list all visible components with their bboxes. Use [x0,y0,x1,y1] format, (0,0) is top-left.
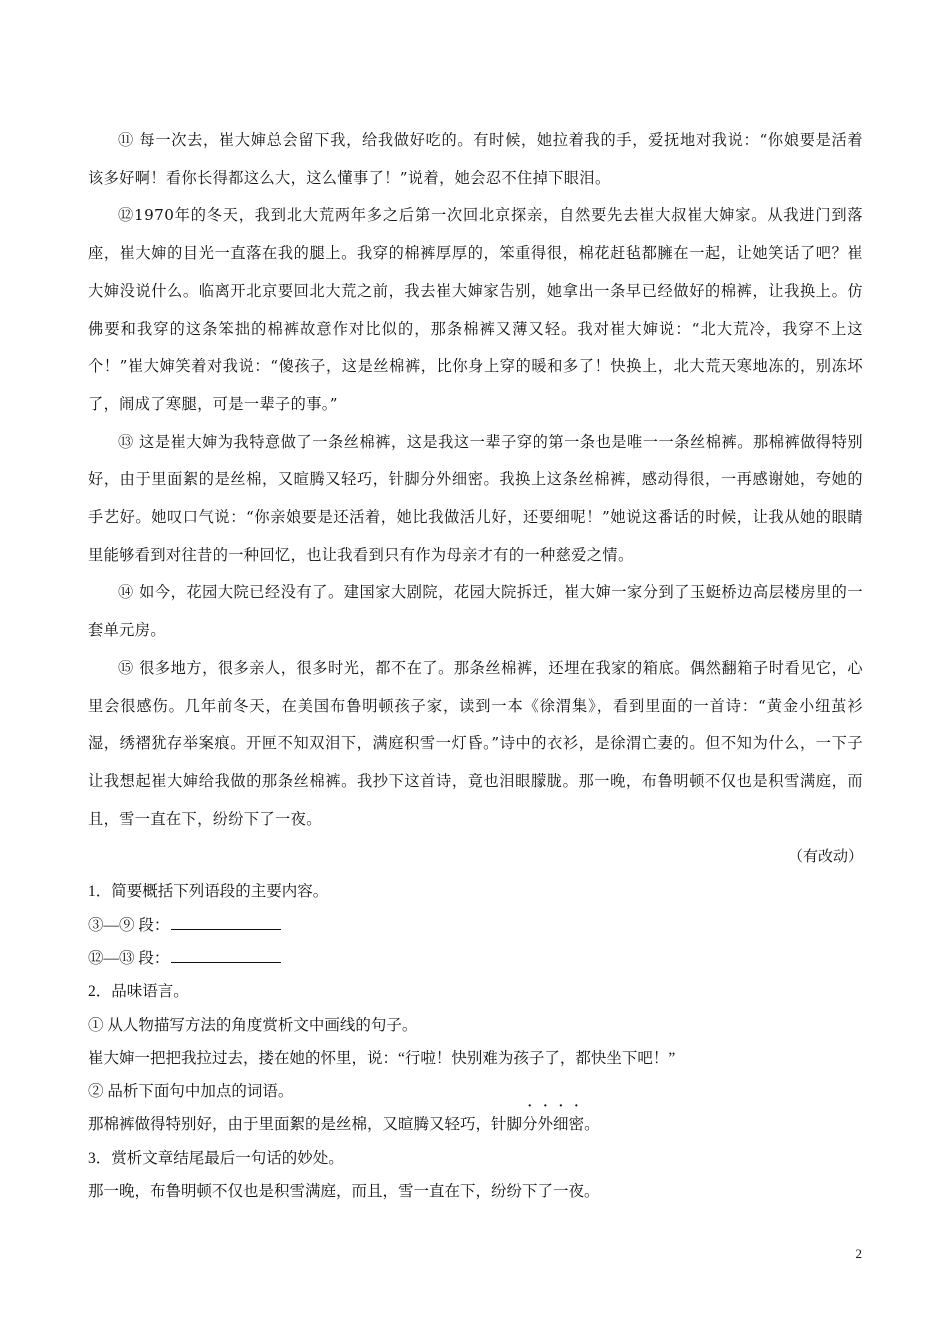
question-1-part-b [88,942,863,975]
question-1-title: 1．简要概括下列语段的主要内容。 [88,883,329,901]
question-3-sentence: 那一晚，布鲁明顿不仅也是积雪满庭，而且，雪一直在下，纷纷下了一夜。 [88,1183,600,1201]
question-2-sub-2: ② 品析下面句中加点的词语。 [88,1083,294,1101]
answer-blank-a[interactable] [171,915,281,930]
dotted-char: 外 [537,1116,554,1134]
question-2-sentence-2 [88,1108,863,1141]
question-2-sub-1: ① 从人物描写方法的角度赏析文中画线的句子。 [88,1016,418,1034]
dotted-char: 细 [553,1116,569,1134]
paragraph-15: ⑮ 很多地方，很多亲人，很多时光，都不在了。那条丝棉裤，还埋在我家的箱底。偶然翻箱子时看见它，心里会很感伤。几年前冬天，在美国布鲁明顿孩子家，读到一本《徐渭集》，看到里面的一首诗：“黄金小纽茧衫湿，绣褶犹存举案痕。开匣不知双泪下，满庭积雪一灯昏。”诗中的衣衫，是徐渭亡妻的。但不知为什么，一下子让我想起崔大婶给我做的那条丝棉裤。我抄下这首诗，竟也泪眼朦胧。那一晚，布鲁明顿不仅也是积雪满庭，而且，雪一直在下，纷纷下了一夜。 [88,658,863,828]
question-1-part-a [88,909,863,942]
paragraph-12: ⑫1970年的冬天，我到北大荒两年多之后第一次回北京探亲，自然要先去崔大叔崔大婶家。从我进门到落座，崔大婶的目光一直落在我的腿上。我穿的棉裤厚厚的，笨重得很，棉花赶毡都臃在一起，让她笑话了吧？崔大婶没说什么。临离开北京要回北大荒之前，我去崔大婶家告别，她拿出一条早已经做好的棉裤，让我换上。仿佛要和我穿的这条笨拙的棉裤故意作对比似的，那条棉裤又薄又轻。我对崔大婶说：“北大荒冷，我穿不上这个！”崔大婶笑着对我说：“傻孩子，这是丝棉裤，比你身上穿的暖和多了！快换上，北大荒天寒地冻的，别冻坏了，闹成了寒腿，可是一辈子的事。” [88,206,863,413]
source-note: （有改动） [787,847,863,866]
sentence-2-before: 那棉裤做得特别好，由于里面絮的是丝棉，又暄腾又轻巧，针脚 [88,1116,523,1134]
paragraph-14: ⑭ 如今，花园大院已经没有了。建国家大剧院，花园大院拆迁，崔大婶一家分到了玉蜓桥边高层楼房里的一套单元房。 [88,583,863,640]
question-2-title: 2．品味语言。 [88,983,189,1001]
paragraph-11: ⑪ 每一次去，崔大婶总会留下我，给我做好吃的。有时候，她拉着我的手，爱抚地对我说：“你娘要是活着该多好啊！看你长得都这么大，这么懂事了！”说着，她会忍不住掉下眼泪。 [88,131,863,187]
dotted-char: 分 [522,1116,538,1134]
answer-blank-b[interactable] [171,948,281,963]
paragraph-13: ⑬ 这是崔大婶为我特意做了一条丝棉裤，这是我这一辈子穿的第一条也是唯一一条丝棉裤。那棉裤做得特别好，由于里面絮的是丝棉，又暄腾又轻巧，针脚分外细密。我换上这条丝棉裤，感动得很，一再感谢她，夸她的手艺好。她叹口气说：“你亲娘要是还活着，她比我做活儿好，还要细呢！”她说这番话的时候，让我从她的眼睛里能够看到对往昔的一种回忆，也让我看到只有作为母亲才有的一种慈爱之情。 [88,432,863,564]
document-page [88,122,863,1208]
question-2-sentence-1: 崔大婶一把把我拉过去，搂在她的怀里，说：“行啦！快别难为孩子了，都快坐下吧！” [88,1049,676,1067]
dotted-char: 密 [568,1116,585,1134]
question-1-part-a-label: ③—⑨ 段： [88,916,170,934]
question-1-part-b-label: ⑫—⑬ 段： [88,949,170,967]
question-3-title: 3．赏析文章结尾最后一句话的妙处。 [88,1149,344,1167]
sentence-2-after: 。 [584,1116,600,1134]
page-number: 2 [855,1246,862,1261]
